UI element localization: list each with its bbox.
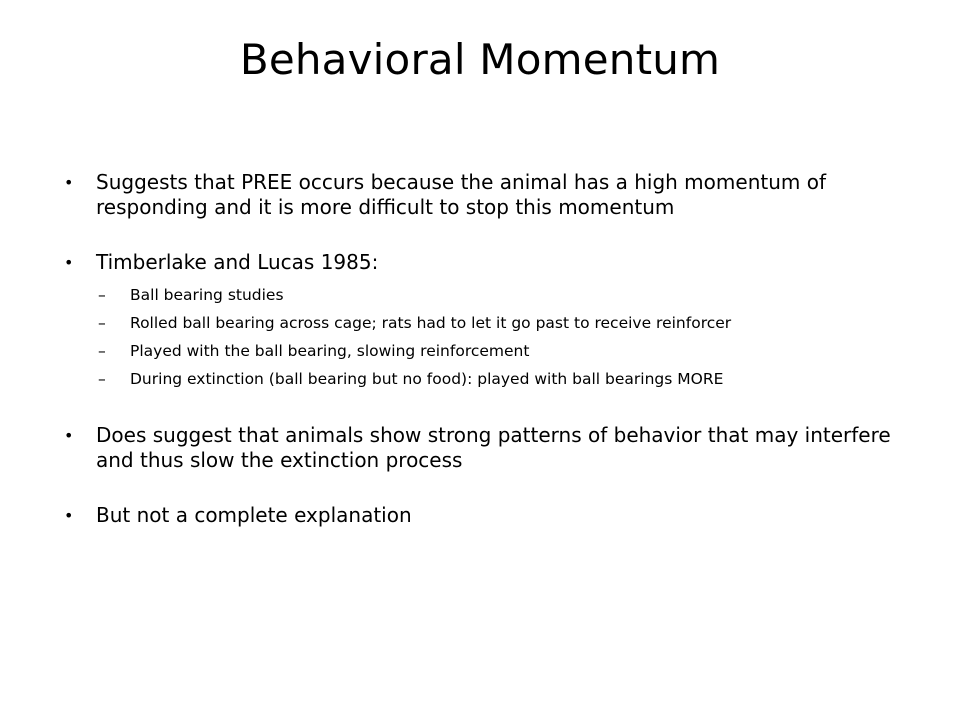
bullet-icon: • [64,426,74,445]
sub-item-text: Played with the ball bearing, slowing reinforcement [130,342,530,360]
bullet-item [62,170,901,220]
sub-item-text: Ball bearing studies [130,286,284,304]
bullet-item [62,503,901,528]
bullet-text: Does suggest that animals show strong patterns of behavior that may interfere and thus slow the extinction process [96,423,891,472]
sub-item [62,281,922,309]
bullet-text: Timberlake and Lucas 1985: [96,250,379,274]
sub-item [62,337,922,365]
sub-item-text: During extinction (ball bearing but no food): played with ball bearings MORE [130,370,724,388]
bullet-icon: • [64,506,74,525]
bullet-icon: • [64,253,74,272]
sub-list [62,281,922,393]
bullet-text: But not a complete explanation [96,503,412,527]
bullet-item [62,250,901,275]
dash-icon: – [98,342,106,360]
bullet-item [62,423,901,473]
dash-icon: – [98,314,106,332]
sub-item [62,309,922,337]
dash-icon: – [98,286,106,304]
slide-title: Behavioral Momentum [239,35,721,84]
bullet-text: Suggests that PREE occurs because the animal has a high momentum of responding and it is more difficult to stop this momentum [96,170,826,219]
dash-icon: – [98,370,106,388]
bullet-icon: • [64,173,74,192]
slide-content [62,170,922,528]
sub-item-text: Rolled ball bearing across cage; rats had to let it go past to receive reinforcer [130,314,732,332]
sub-item [62,365,922,393]
